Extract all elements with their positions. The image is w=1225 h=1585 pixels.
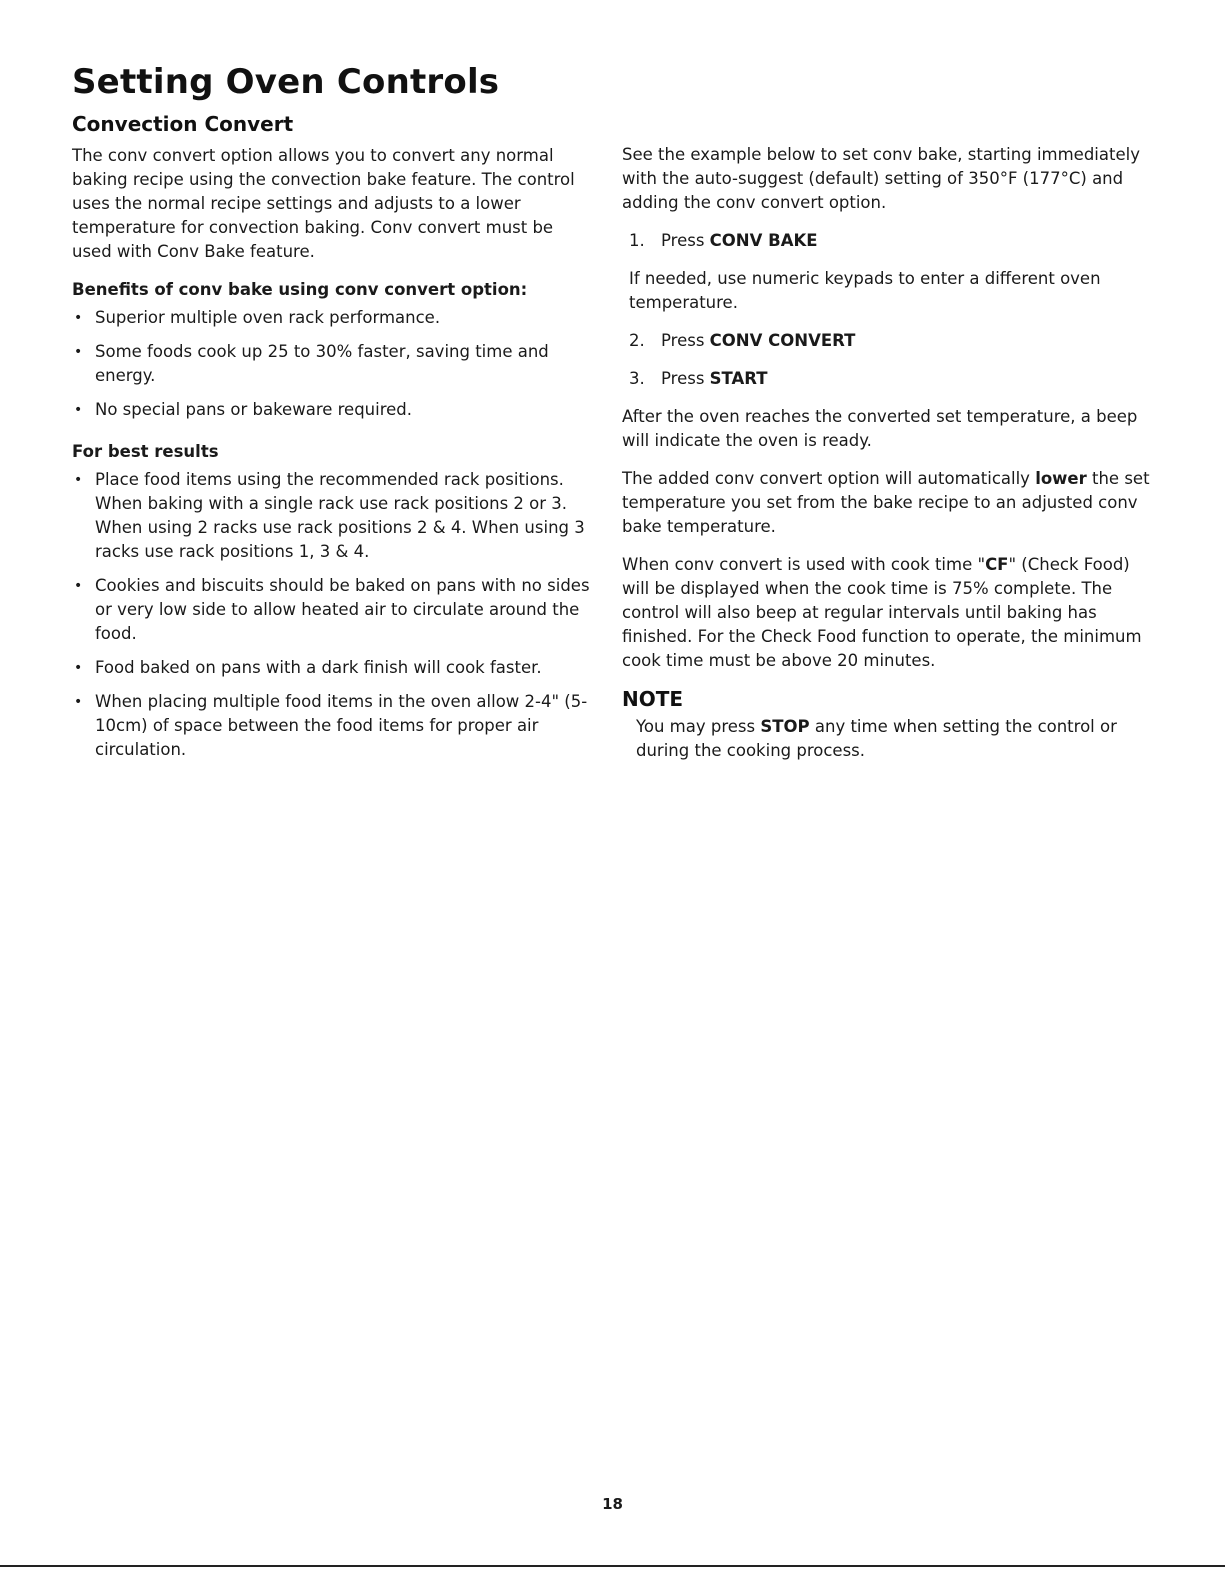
after-oven-paragraph: After the oven reaches the converted set temperature, a beep will indicate the oven is ready. <box>622 407 1138 450</box>
text-span: When conv convert is used with cook time " <box>622 555 986 574</box>
step-3 <box>629 367 1152 391</box>
list-item: • Food baked on pans with a dark finish will cook faster. <box>72 656 592 680</box>
list-item: • No special pans or bakeware required. <box>72 398 592 422</box>
benefits-heading: Benefits of conv bake using conv convert option: <box>72 280 528 299</box>
intro-paragraph: The conv convert option allows you to convert any normal baking recipe using the convection bake feature. The control uses the normal recipe settings and adjusts to a lower temperature for convection baking. Conv convert must be used with Conv Bake feature. <box>72 146 575 261</box>
best-results-list <box>72 468 592 762</box>
left-column <box>72 112 592 780</box>
step-prefix: Press <box>661 231 710 250</box>
list-item: • Superior multiple oven rack performance. <box>72 306 592 330</box>
key-label: START <box>709 369 768 388</box>
step-prefix: Press <box>661 331 710 350</box>
list-item: • Place food items using the recommended rack positions. When baking with a single rack use rack positions 2 or 3. When using 2 racks use rack positions 2 & 4. When using 3 racks use rack positions 1, 3 & 4. <box>72 468 592 564</box>
text-span: the set temperature you set from the bake recipe to an adjusted conv bake temperature. <box>622 469 1150 536</box>
steps-list-continued <box>622 329 1152 391</box>
cook-time-paragraph <box>622 553 1152 673</box>
text-span: any time when setting the control or during the cooking process. <box>636 717 1117 760</box>
section-heading: Convection Convert <box>72 112 294 136</box>
page-number: 18 <box>602 1495 623 1513</box>
emphasis: CF <box>985 555 1009 574</box>
note-body <box>636 715 1152 763</box>
right-column <box>622 143 1152 777</box>
step-prefix: Press <box>661 369 710 388</box>
best-results-heading: For best results <box>72 442 219 461</box>
key-label: CONV CONVERT <box>709 331 856 350</box>
emphasis: lower <box>1035 469 1087 488</box>
step-1-note: If needed, use numeric keypads to enter a different oven temperature. <box>629 269 1101 312</box>
list-item: • Some foods cook up 25 to 30% faster, saving time and energy. <box>72 340 592 388</box>
key-label: CONV BAKE <box>709 231 818 250</box>
note-title: NOTE <box>622 687 684 711</box>
step-number: 1. <box>629 231 645 250</box>
list-item: • When placing multiple food items in the oven allow 2-4" (5-10cm) of space between the food items for proper air circulation. <box>72 690 592 762</box>
added-option-paragraph <box>622 467 1152 539</box>
step-1 <box>629 229 1152 253</box>
emphasis: STOP <box>760 717 810 736</box>
example-intro: See the example below to set conv bake, starting immediately with the auto-suggest (default) setting of 350°F (177°C) and adding the conv convert option. <box>622 145 1140 212</box>
divider <box>0 1565 1225 1567</box>
list-item: • Cookies and biscuits should be baked on pans with no sides or very low side to allow heated air to circulate around the food. <box>72 574 592 646</box>
text-span: You may press <box>636 717 761 736</box>
benefits-list <box>72 306 592 422</box>
step-2 <box>629 329 1152 353</box>
text-span: " (Check Food) will be displayed when the cook time is 75% complete. The control will also beep at regular intervals until baking has finished. For the Check Food function to operate, the minimum cook time must be above 20 minutes. <box>622 555 1142 670</box>
step-number: 3. <box>629 369 645 388</box>
text-span: The added conv convert option will automatically <box>622 469 1036 488</box>
page-title: Setting Oven Controls <box>72 62 500 102</box>
steps-list <box>622 229 1152 253</box>
step-number: 2. <box>629 331 645 350</box>
